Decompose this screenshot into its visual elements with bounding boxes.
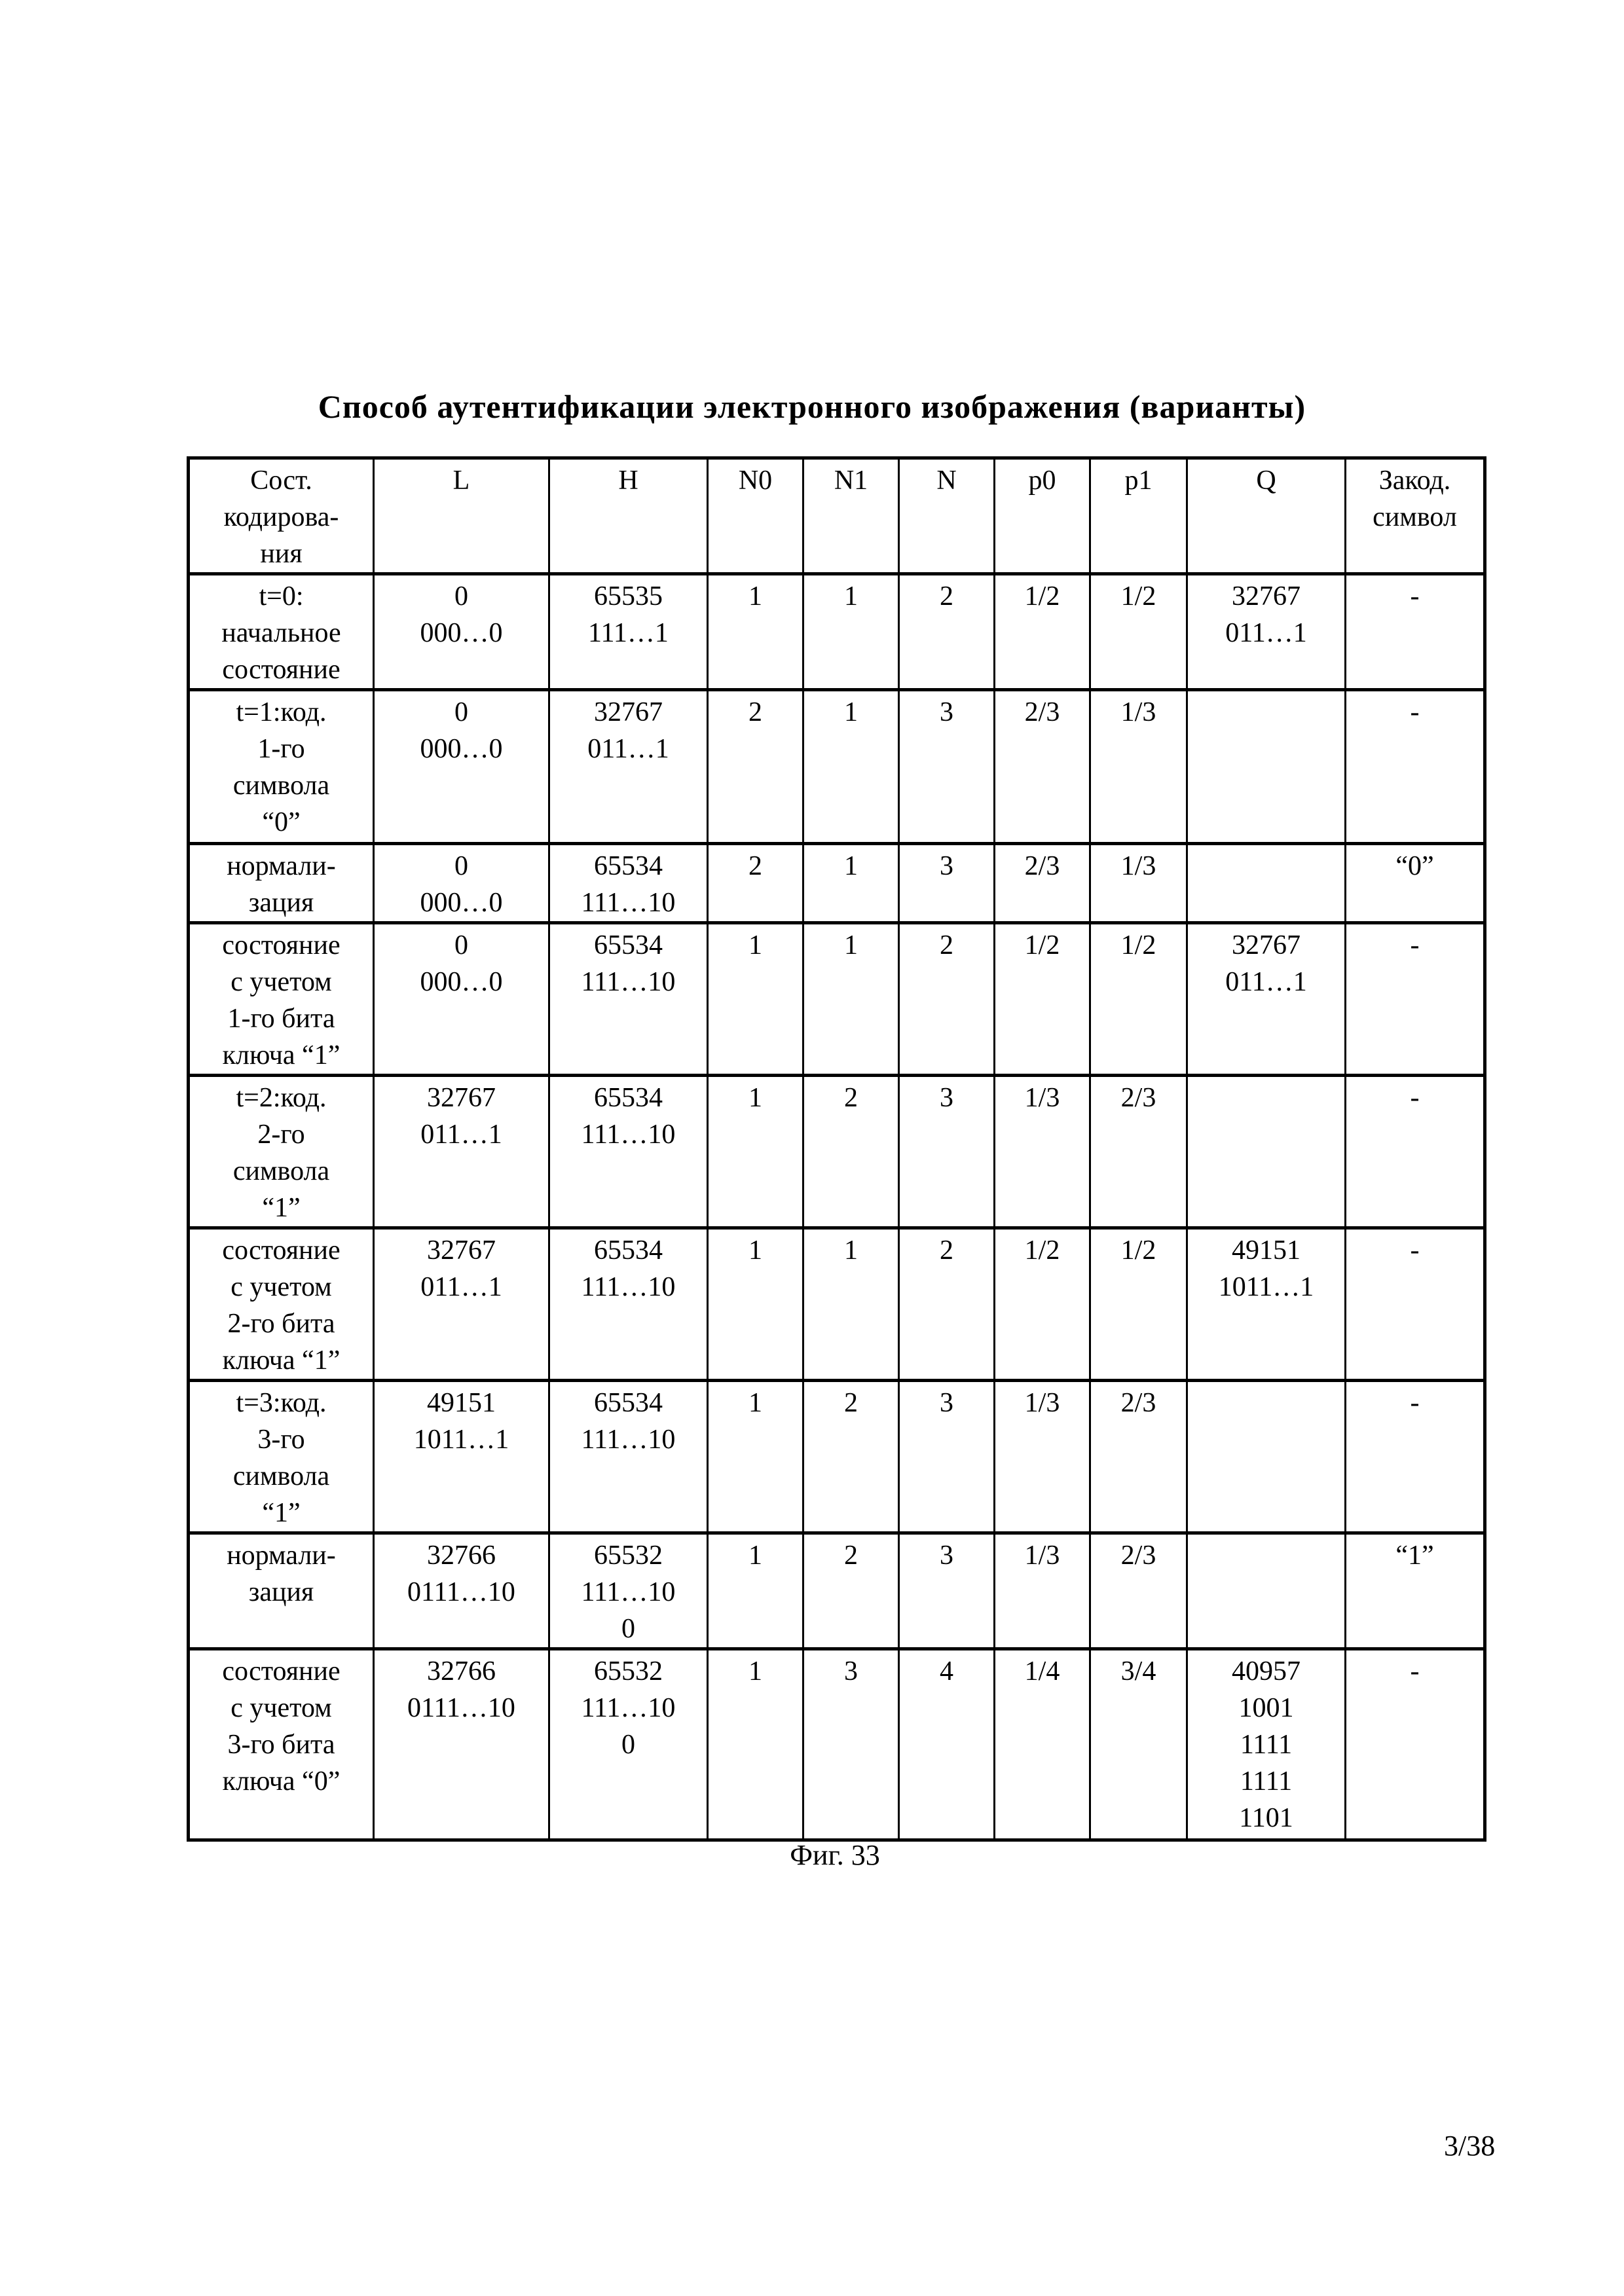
cell-symbol: - — [1346, 1381, 1485, 1533]
cell-Q — [1187, 1381, 1346, 1533]
cell-H: 32767 011…1 — [549, 690, 708, 844]
cell-Q: 40957 1001 1111 1111 1101 — [1187, 1649, 1346, 1840]
cell-N0: 1 — [708, 574, 803, 690]
cell-N0: 1 — [708, 1228, 803, 1381]
cell-symbol: - — [1346, 923, 1485, 1076]
cell-Q — [1187, 690, 1346, 844]
cell-p0: 1/3 — [995, 1533, 1090, 1649]
table-row — [189, 574, 1485, 690]
cell-L: 32767 011…1 — [374, 1076, 549, 1228]
cell-symbol: “1” — [1346, 1533, 1485, 1649]
table-row — [189, 923, 1485, 1076]
cell-L: 0 000…0 — [374, 574, 549, 690]
cell-symbol: - — [1346, 1076, 1485, 1228]
cell-N1: 1 — [803, 923, 899, 1076]
cell-L: 32766 0111…10 — [374, 1649, 549, 1840]
cell-N: 3 — [899, 1381, 995, 1533]
cell-N0: 1 — [708, 1381, 803, 1533]
cell-N0: 1 — [708, 1533, 803, 1649]
cell-H: 65534 111…10 — [549, 1381, 708, 1533]
cell-p0: 1/2 — [995, 923, 1090, 1076]
figure-caption: Фиг. 33 — [790, 1839, 880, 1871]
cell-N0: 1 — [708, 1076, 803, 1228]
cell-state: t=2:код. 2-го символа “1” — [189, 1076, 374, 1228]
cell-N1: 1 — [803, 690, 899, 844]
cell-L: 0 000…0 — [374, 923, 549, 1076]
cell-L: 32766 0111…10 — [374, 1533, 549, 1649]
cell-state: состояние с учетом 2-го бита ключа “1” — [189, 1228, 374, 1381]
cell-p1: 2/3 — [1090, 1533, 1187, 1649]
cell-state: нормали- зация — [189, 1533, 374, 1649]
cell-H: 65534 111…10 — [549, 1228, 708, 1381]
cell-p0: 1/4 — [995, 1649, 1090, 1840]
cell-symbol: - — [1346, 690, 1485, 844]
cell-H: 65532 111…10 0 — [549, 1649, 708, 1840]
cell-Q: 49151 1011…1 — [1187, 1228, 1346, 1381]
table-row — [189, 1533, 1485, 1649]
table-row — [189, 1649, 1485, 1840]
cell-p0: 2/3 — [995, 690, 1090, 844]
cell-N1: 2 — [803, 1076, 899, 1228]
cell-p1: 1/2 — [1090, 923, 1187, 1076]
cell-N1: 3 — [803, 1649, 899, 1840]
cell-N1: 2 — [803, 1381, 899, 1533]
cell-H: 65535 111…1 — [549, 574, 708, 690]
cell-N0: 2 — [708, 690, 803, 844]
cell-p0: 1/3 — [995, 1076, 1090, 1228]
cell-N: 3 — [899, 1533, 995, 1649]
cell-state: нормали- зация — [189, 844, 374, 923]
cell-Q: 32767 011…1 — [1187, 923, 1346, 1076]
column-header-p1: p1 — [1090, 458, 1187, 574]
column-header-L: L — [374, 458, 549, 574]
cell-p1: 1/2 — [1090, 1228, 1187, 1381]
cell-p0: 1/3 — [995, 1381, 1090, 1533]
cell-p1: 1/3 — [1090, 690, 1187, 844]
cell-symbol: - — [1346, 574, 1485, 690]
cell-N1: 1 — [803, 844, 899, 923]
cell-N1: 1 — [803, 1228, 899, 1381]
cell-Q — [1187, 1533, 1346, 1649]
cell-H: 65534 111…10 — [549, 844, 708, 923]
cell-Q — [1187, 1076, 1346, 1228]
cell-symbol: “0” — [1346, 844, 1485, 923]
cell-N: 3 — [899, 844, 995, 923]
table-header-row — [189, 458, 1485, 574]
column-header-N1: N1 — [803, 458, 899, 574]
cell-N1: 2 — [803, 1533, 899, 1649]
cell-N: 2 — [899, 574, 995, 690]
cell-symbol: - — [1346, 1228, 1485, 1381]
table-row — [189, 844, 1485, 923]
cell-Q — [1187, 844, 1346, 923]
document-title: Способ аутентификации электронного изображения (варианты) — [318, 388, 1306, 425]
cell-N0: 2 — [708, 844, 803, 923]
cell-Q: 32767 011…1 — [1187, 574, 1346, 690]
cell-state: t=3:код. 3-го символа “1” — [189, 1381, 374, 1533]
cell-p1: 2/3 — [1090, 1381, 1187, 1533]
cell-symbol: - — [1346, 1649, 1485, 1840]
cell-H: 65532 111…10 0 — [549, 1533, 708, 1649]
column-header-state: Сост. кодирова- ния — [189, 458, 374, 574]
cell-N: 2 — [899, 923, 995, 1076]
page-number: 3/38 — [1444, 2130, 1496, 2162]
cell-L: 0 000…0 — [374, 844, 549, 923]
cell-L: 49151 1011…1 — [374, 1381, 549, 1533]
cell-N: 4 — [899, 1649, 995, 1840]
column-header-symbol: Закод. символ — [1346, 458, 1485, 574]
cell-N1: 1 — [803, 574, 899, 690]
encoding-states-table — [187, 456, 1486, 1842]
cell-state: t=1:код. 1-го символа “0” — [189, 690, 374, 844]
cell-p1: 3/4 — [1090, 1649, 1187, 1840]
column-header-N: N — [899, 458, 995, 574]
column-header-p0: p0 — [995, 458, 1090, 574]
cell-H: 65534 111…10 — [549, 1076, 708, 1228]
cell-p0: 1/2 — [995, 574, 1090, 690]
cell-p1: 1/3 — [1090, 844, 1187, 923]
cell-L: 32767 011…1 — [374, 1228, 549, 1381]
table-row — [189, 690, 1485, 844]
cell-N: 3 — [899, 690, 995, 844]
cell-N0: 1 — [708, 923, 803, 1076]
table-row — [189, 1228, 1485, 1381]
cell-p1: 1/2 — [1090, 574, 1187, 690]
column-header-H: H — [549, 458, 708, 574]
cell-p0: 1/2 — [995, 1228, 1090, 1381]
table-row — [189, 1076, 1485, 1228]
column-header-N0: N0 — [708, 458, 803, 574]
cell-N0: 1 — [708, 1649, 803, 1840]
cell-p0: 2/3 — [995, 844, 1090, 923]
cell-p1: 2/3 — [1090, 1076, 1187, 1228]
cell-state: состояние с учетом 1-го бита ключа “1” — [189, 923, 374, 1076]
cell-N: 3 — [899, 1076, 995, 1228]
cell-state: t=0: начальное состояние — [189, 574, 374, 690]
cell-state: состояние с учетом 3-го бита ключа “0” — [189, 1649, 374, 1840]
column-header-Q: Q — [1187, 458, 1346, 574]
table-row — [189, 1381, 1485, 1533]
cell-N: 2 — [899, 1228, 995, 1381]
cell-H: 65534 111…10 — [549, 923, 708, 1076]
cell-L: 0 000…0 — [374, 690, 549, 844]
